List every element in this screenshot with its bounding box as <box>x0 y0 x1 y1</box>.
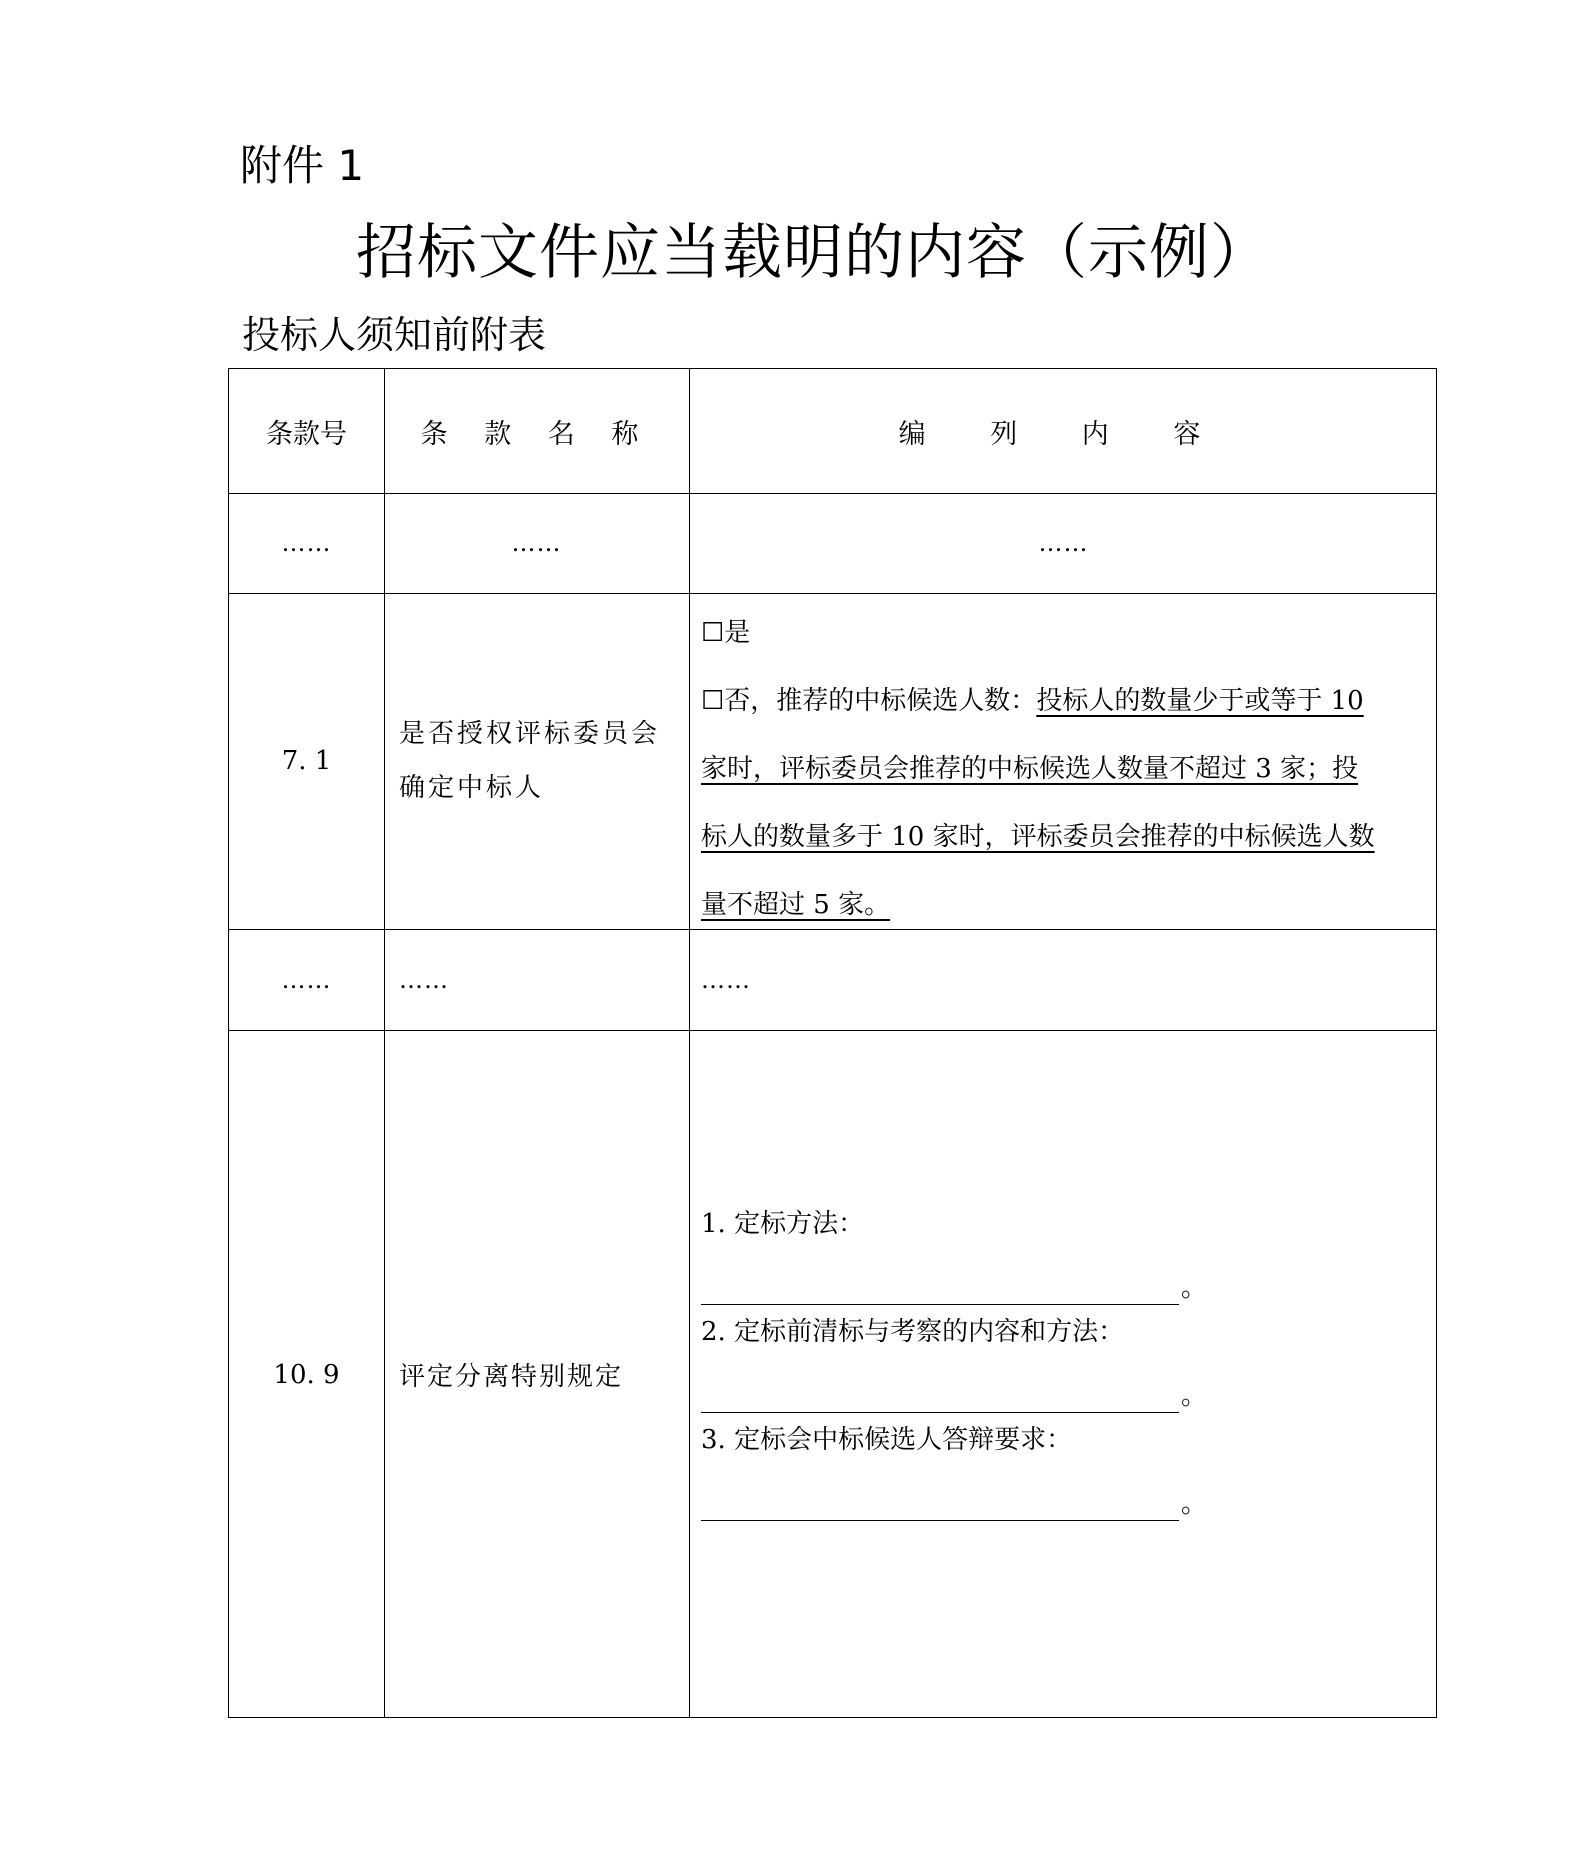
clause-name-cell <box>384 493 689 593</box>
header-content-text: 编 列 内 容 <box>898 418 1229 450</box>
clause-no-text: …… <box>281 965 332 994</box>
content-text: …… <box>1038 529 1089 557</box>
clause-no-cell <box>229 1030 384 1719</box>
blank-terminator: 。 <box>1181 1273 1208 1303</box>
table-row <box>229 493 384 593</box>
option-no-text: 家时，评标委员会推荐的中标候选人数量不超过 3 家；投 <box>701 754 1359 784</box>
content-cell <box>701 599 1425 939</box>
clause-no-text: 10. 9 <box>273 1359 340 1390</box>
blank-terminator: 。 <box>1181 1381 1208 1411</box>
clause-name-text: 评定分离特别规定 <box>399 1362 624 1392</box>
header-clause-name <box>384 369 689 493</box>
item-label: 2. 定标前清标与考察的内容和方法： <box>701 1317 1125 1347</box>
header-content <box>689 369 1438 493</box>
blank-rule <box>701 1382 1179 1413</box>
option-no-text: 投标人的数量少于或等于 10 <box>1036 686 1364 716</box>
front-table <box>228 368 1437 1718</box>
option-no-prefix: ☐否，推荐的中标候选人数： <box>701 686 1037 716</box>
content-cell <box>689 493 1438 593</box>
clause-name-cell <box>399 1030 684 1719</box>
blank-rule <box>701 1274 1179 1305</box>
clause-no-cell: …… <box>281 529 332 557</box>
item-label: 3. 定标会中标候选人答辩要求： <box>701 1425 1073 1455</box>
table-caption: 投标人须知前附表 <box>242 313 547 357</box>
fill-in-blank[interactable] <box>701 1359 1425 1413</box>
header-clause-no-text: 条款号 <box>266 418 347 450</box>
clause-name-cell <box>399 929 684 1030</box>
blank-rule <box>701 1490 1179 1521</box>
clause-name-text: …… <box>511 529 562 557</box>
header-clause-no <box>229 369 384 493</box>
clause-name-cell <box>399 593 684 929</box>
fill-in-blank[interactable] <box>701 1251 1425 1305</box>
option-yes[interactable]: ☐是 <box>701 618 751 648</box>
clause-no-cell <box>229 929 384 1030</box>
content-cell <box>701 929 1425 1030</box>
fill-in-blank[interactable] <box>701 1467 1425 1521</box>
option-no-text: 标人的数量多于 10 家时，评标委员会推荐的中标候选人数 <box>701 822 1375 852</box>
option-no[interactable] <box>701 667 1425 735</box>
content-cell <box>701 1197 1425 1521</box>
clause-name-text: …… <box>399 965 449 994</box>
blank-terminator: 。 <box>1181 1489 1208 1519</box>
content-text: …… <box>701 965 751 994</box>
clause-name-text <box>399 707 660 815</box>
clause-no-cell <box>229 593 384 929</box>
document-title: 招标文件应当载明的内容（示例） <box>356 218 1271 288</box>
option-no-text: 量不超过 5 家。 <box>701 890 891 920</box>
clause-name-line: 是否授权评标委员会 <box>399 719 661 749</box>
clause-no-text: 7. 1 <box>281 746 332 776</box>
clause-name-line: 确定中标人 <box>399 773 545 803</box>
item-label: 1. 定标方法： <box>701 1209 865 1239</box>
attachment-label: 附件 1 <box>240 141 365 190</box>
header-clause-name-text: 条 款 名 称 <box>420 418 653 450</box>
